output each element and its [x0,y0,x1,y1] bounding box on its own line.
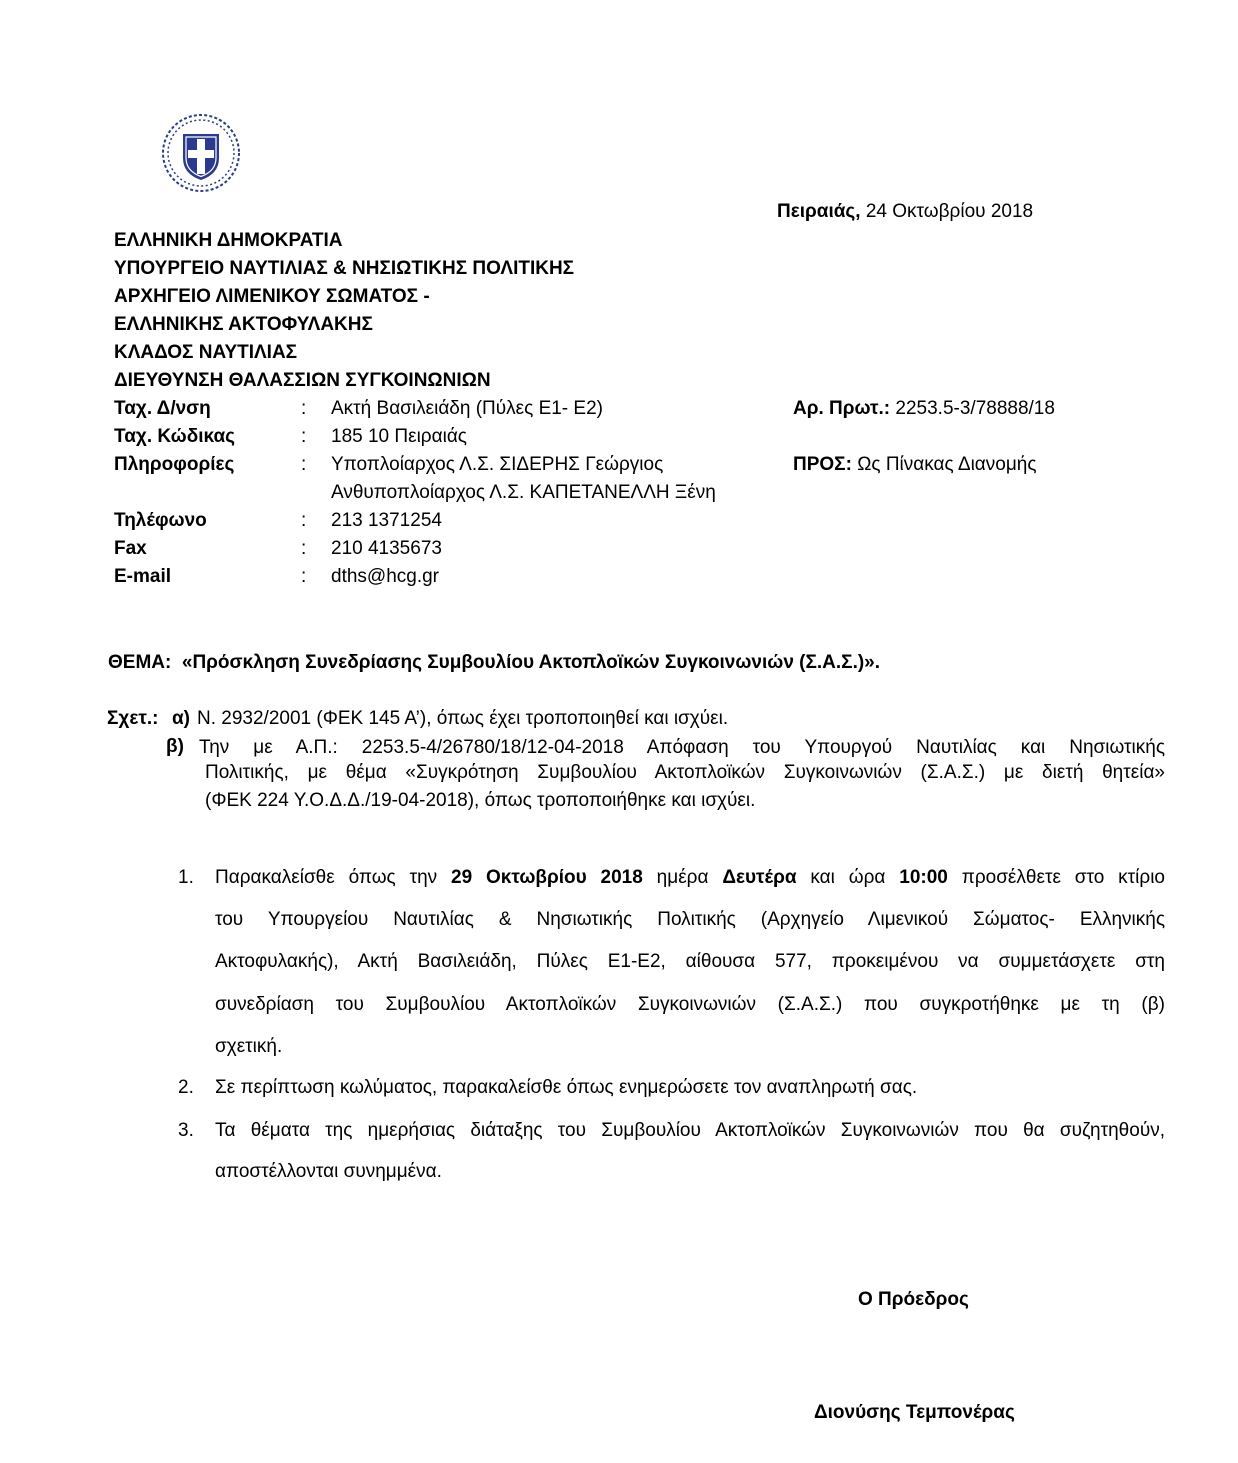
related-a-marker: α) [172,708,191,729]
protocol-number [793,398,1055,421]
item-1-text-part: Παρακαλείσθε όπως την [215,867,451,888]
fax-label: Fax [114,538,147,559]
org-line-1: ΕΛΛΗΝΙΚΗ ΔΗΜΟΚΡΑΤΙΑ [114,230,343,251]
info-value-1: Υποπλοίαρχος Λ.Σ. ΣΙΔΕΡΗΣ Γεώργιος [331,454,664,475]
date-place: Πειραιάς, [777,201,861,222]
phone-separator: : [301,510,307,531]
recipient-label: ΠΡΟΣ: [793,454,852,475]
postal-label: Ταχ. Κώδικας [114,426,236,447]
item-1-line-5: σχετική. [215,1036,283,1057]
related-a-text: Ν. 2932/2001 (ΦΕΚ 145 Α’), όπως έχει τροποποιηθεί και ισχύει. [197,708,729,729]
postal-separator: : [301,426,307,447]
address-value: Ακτή Βασιλειάδη (Πύλες Ε1- Ε2) [331,398,603,419]
item-1-line-2-wrap [215,909,1165,932]
item-1-date: 29 Οκτωβρίου 2018 [451,867,643,888]
item-1-text-part: ημέρα [642,867,723,888]
info-label: Πληροφορίες [114,454,235,475]
recipient-value: Ως Πίνακας Διανομής [857,454,1037,475]
related-b-text [199,734,1165,762]
item-1-line-3-wrap [215,951,1165,974]
item-1-line-4-wrap [215,994,1165,1017]
info-value-2: Ανθυποπλοίαρχος Λ.Σ. ΚΑΠΕΤΑΝΕΛΛΗ Ξένη [331,482,716,503]
signature-title: Ο Πρόεδρος [858,1289,969,1310]
postal-value: 185 10 Πειραιάς [331,426,467,447]
email-label: E-mail [114,566,172,587]
protocol-value: 2253.5-3/78888/18 [895,398,1055,419]
item-1-line-3: Ακτοφυλακής), Ακτή Βασιλειάδη, Πύλες Ε1-Ε2, αίθουσα 577, προκειμένου να συμμετάσχετε στη [215,951,1165,972]
item-3-line-1: Τα θέματα της ημερήσιας διάταξης του Συμβουλίου Ακτοπλοϊκών Συγκοινωνιών που θα συζητηθούν, [215,1120,1165,1141]
org-line-3: ΑΡΧΗΓΕΙΟ ΛΙΜΕΝΙΚΟΥ ΣΩΜΑΤΟΣ - [114,286,430,307]
date-value: 24 Οκτωβρίου 2018 [865,201,1034,222]
greek-coat-of-arms-icon [160,112,242,194]
item-3-number: 3. [178,1120,194,1141]
item-1-line-4: συνεδρίαση του Συμβουλίου Ακτοπλοϊκών Συγκοινωνιών (Σ.Α.Σ.) που συγκροτήθηκε με τη (β) [215,994,1165,1015]
item-1-text-part: και ώρα [796,867,900,888]
org-line-5: ΚΛΑΔΟΣ ΝΑΥΤΙΛΙΑΣ [114,342,298,363]
related-b-line-3-wrap [205,790,755,813]
email-value: dths@hcg.gr [331,566,440,587]
item-1-text-part: προσέλθετε στο κτίριο [947,867,1165,888]
item-2-text: Σε περίπτωση κωλύματος, παρακαλείσθε όπως ενημερώσετε τον αναπληρωτή σας. [215,1077,918,1098]
info-separator: : [301,454,307,475]
org-line-2: ΥΠΟΥΡΓΕΙΟ ΝΑΥΤΙΛΙΑΣ & ΝΗΣΙΩΤΙΚΗΣ ΠΟΛΙΤΙΚΗΣ [114,258,575,279]
item-1-line-1 [215,867,1165,890]
recipient [793,454,1037,477]
item-1-day: Δευτέρα [722,867,797,888]
document-date [777,201,1033,224]
address-separator: : [301,398,307,419]
subject-text: «Πρόσκληση Συνεδρίασης Συμβουλίου Ακτοπλοϊκών Συγκοινωνιών (Σ.Α.Σ.)». [181,652,881,673]
related-b-line-2: Πολιτικής, με θέμα «Συγκρότηση Συμβουλίου Ακτοπλοϊκών Συγκοινωνιών (Σ.Α.Σ.) με διετή θητεία» [205,762,1165,783]
item-3-line-2: αποστέλλονται συνημμένα. [215,1161,442,1182]
item-1-number: 1. [178,867,194,888]
item-1-line-2: του Υπουργείου Ναυτιλίας & Νησιωτικής Πολιτικής (Αρχηγείο Λιμενικού Σώματος- Ελληνικής [215,909,1165,930]
item-1-time: 10:00 [899,867,948,888]
fax-value: 210 4135673 [331,538,442,559]
related-b-line-2-wrap [205,762,1165,785]
phone-value: 213 1371254 [331,510,442,531]
email-separator: : [301,566,307,587]
fax-separator: : [301,538,307,559]
org-line-4: ΕΛΛΗΝΙΚΗΣ ΑΚΤΟΦΥΛΑΚΗΣ [114,314,373,335]
subject-label: ΘΕΜΑ: [108,652,172,673]
org-line-6: ΔΙΕΥΘΥΝΣΗ ΘΑΛΑΣΣΙΩΝ ΣΥΓΚΟΙΝΩΝΙΩΝ [114,370,491,391]
protocol-label: Αρ. Πρωτ.: [793,398,891,419]
related-b-line-3: (ΦΕΚ 224 Υ.Ο.Δ.Δ./19-04-2018), όπως τροποποιήθηκε και ισχύει. [205,790,756,811]
item-3-line-1-wrap [215,1120,1165,1143]
related-label: Σχετ.: [107,708,159,729]
item-2-number: 2. [178,1077,194,1098]
related-b-line-1: Την με Α.Π.: 2253.5-4/26780/18/12-04-2018 Απόφαση του Υπουργού Ναυτιλίας και Νησιωτικής [199,737,1165,758]
phone-label: Τηλέφωνο [114,510,207,531]
related-b-marker: β) [166,736,184,757]
subject-line [108,652,880,675]
address-label: Ταχ. Δ/νση [114,398,211,419]
signature-name: Διονύσης Τεμπονέρας [814,1402,1015,1423]
